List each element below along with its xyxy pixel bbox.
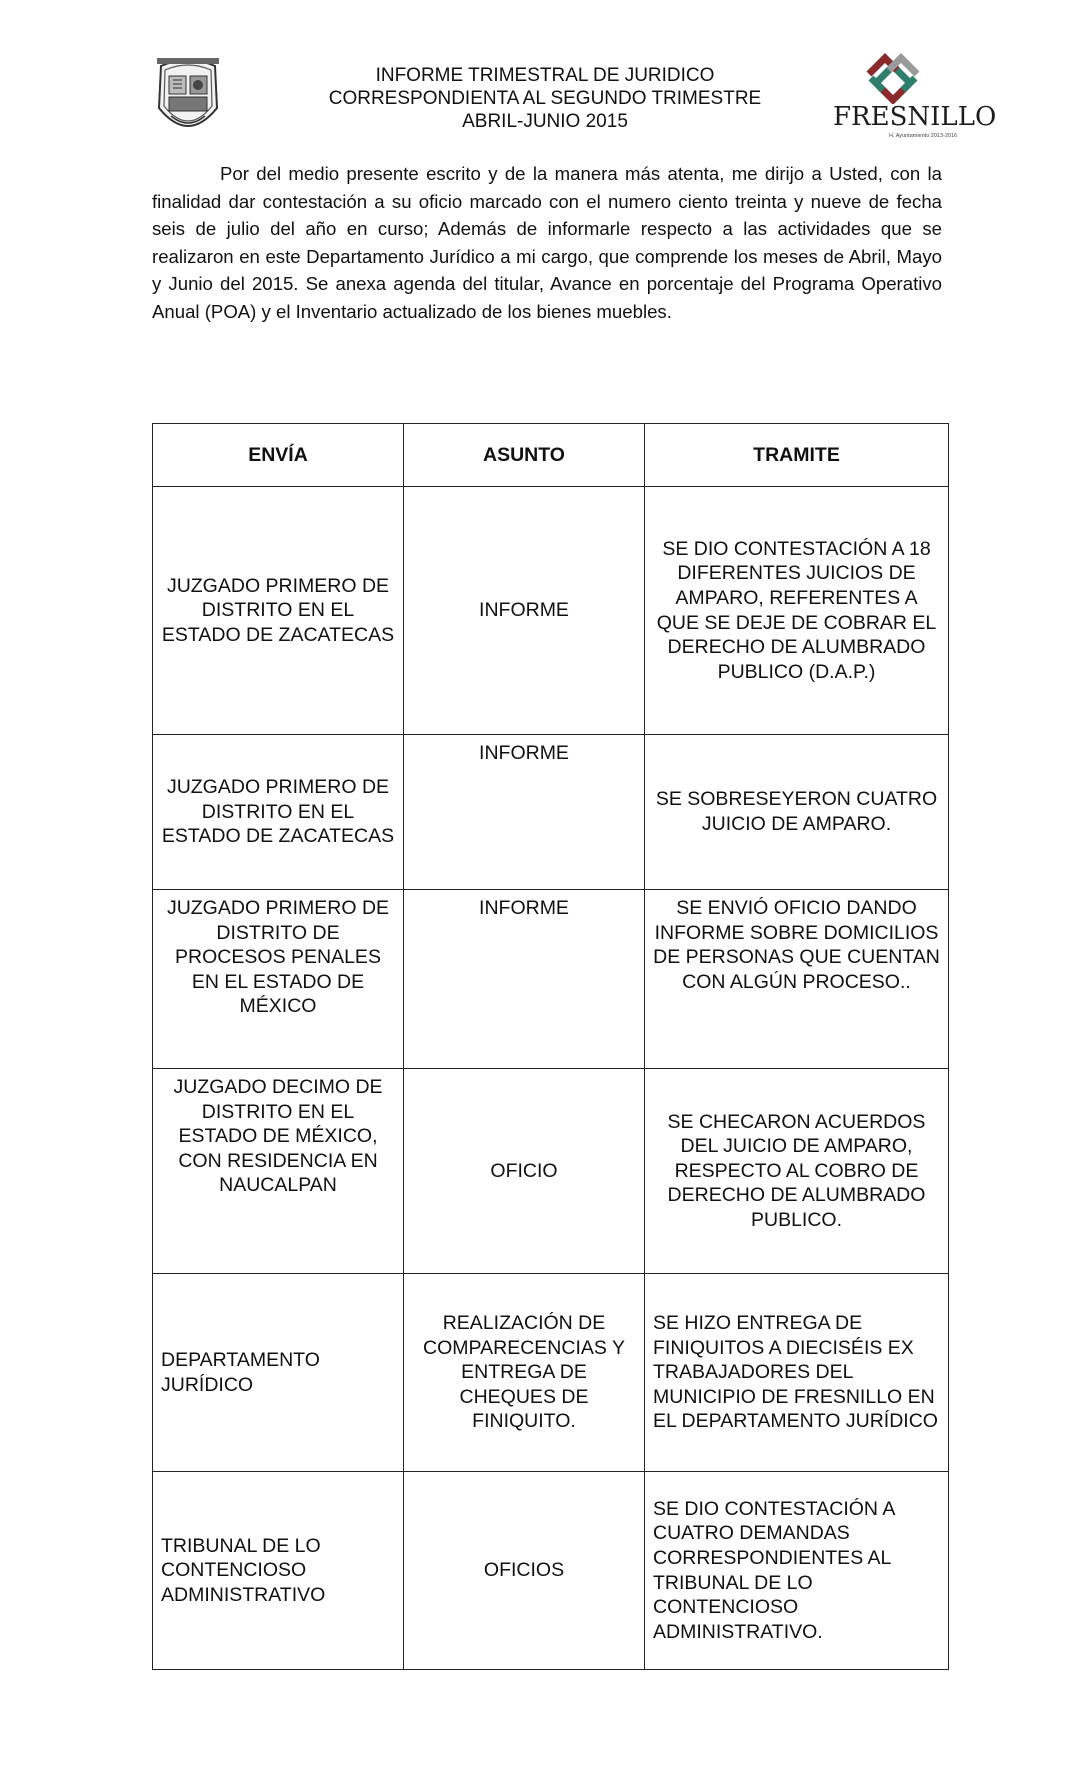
logo-wordmark: FRESNILLO [833, 102, 997, 132]
intro-paragraph: Por del medio presente escrito y de la manera más atenta, me dirijo a Usted, con la finalidad dar contestación a su oficio marcado con el numero ciento treinta y nueve de fecha seis de julio del año en curso; Además de informarle respecto a las actividades que se realizaron en este Departamento Jurídico a mi cargo, que comprende los meses de Abril, Mayo y Junio del 2015. Se anexa agenda del titular, Avance en porcentaje del Programa Operativo Anual (POA) y el Inventario actualizado de los bienes muebles. [152, 163, 942, 322]
document-header [0, 56, 1088, 146]
cell-tramite: SE CHECARON ACUERDOS DEL JUICIO DE AMPARO, RESPECTO AL COBRO DE DERECHO DE ALUMBRADO PUBLICO. [645, 1069, 949, 1274]
fresnillo-logo [833, 44, 997, 144]
cell-asunto: REALIZACIÓN DE COMPARECENCIAS Y ENTREGA DE CHEQUES DE FINIQUITO. [404, 1274, 645, 1472]
fresnillo-logo-mark-icon [833, 44, 953, 104]
table-row [153, 890, 949, 1069]
column-header-asunto: ASUNTO [404, 424, 645, 487]
cell-envia: JUZGADO PRIMERO DE DISTRITO EN EL ESTADO DE ZACATECAS [153, 487, 404, 735]
municipal-crest-icon [153, 56, 223, 138]
column-header-tramite: TRAMITE [645, 424, 949, 487]
table-row [153, 487, 949, 735]
report-title [260, 64, 830, 133]
title-line-2: CORRESPONDIENTA AL SEGUNDO TRIMESTRE [328, 88, 762, 109]
cell-envia: TRIBUNAL DE LO CONTENCIOSO ADMINISTRATIVO [153, 1472, 404, 1670]
activities-table [152, 423, 949, 1670]
title-line-1: INFORME TRIMESTRAL DE JURIDICO [375, 65, 715, 86]
cell-envia: JUZGADO DECIMO DE DISTRITO EN EL ESTADO DE MÉXICO, CON RESIDENCIA EN NAUCALPAN [153, 1069, 404, 1274]
cell-tramite: SE DIO CONTESTACIÓN A CUATRO DEMANDAS CORRESPONDIENTES AL TRIBUNAL DE LO CONTENCIOSO ADMINISTRATIVO. [645, 1472, 949, 1670]
cell-envia: DEPARTAMENTO JURÍDICO [153, 1274, 404, 1472]
table-header-row [153, 424, 949, 487]
title-line-3: ABRIL-JUNIO 2015 [462, 111, 628, 132]
table-row [153, 1069, 949, 1274]
column-header-envia: ENVÍA [153, 424, 404, 487]
logo-subtitle: H. Ayuntamiento 2013-2016 [889, 133, 958, 139]
table-row [153, 1274, 949, 1472]
cell-tramite: SE SOBRESEYERON CUATRO JUICIO DE AMPARO. [645, 735, 949, 890]
cell-tramite: SE HIZO ENTREGA DE FINIQUITOS A DIECISÉIS EX TRABAJADORES DEL MUNICIPIO DE FRESNILLO EN EL DEPARTAMENTO JURÍDICO [645, 1274, 949, 1472]
cell-asunto: INFORME [404, 735, 645, 890]
cell-asunto: INFORME [404, 890, 645, 1069]
cell-asunto: OFICIOS [404, 1472, 645, 1670]
table-row [153, 735, 949, 890]
cell-envia: JUZGADO PRIMERO DE DISTRITO DE PROCESOS PENALES EN EL ESTADO DE MÉXICO [153, 890, 404, 1069]
cell-asunto: OFICIO [404, 1069, 645, 1274]
cell-tramite: SE ENVIÓ OFICIO DANDO INFORME SOBRE DOMICILIOS DE PERSONAS QUE CUENTAN CON ALGÚN PROCESO.. [645, 890, 949, 1069]
cell-tramite: SE DIO CONTESTACIÓN A 18 DIFERENTES JUICIOS DE AMPARO, REFERENTES A QUE SE DEJE DE COBRAR EL DERECHO DE ALUMBRADO PUBLICO (D.A.P.) [645, 487, 949, 735]
table-row [153, 1472, 949, 1670]
cell-envia: JUZGADO PRIMERO DE DISTRITO EN EL ESTADO DE ZACATECAS [153, 735, 404, 890]
cell-asunto: INFORME [404, 487, 645, 735]
